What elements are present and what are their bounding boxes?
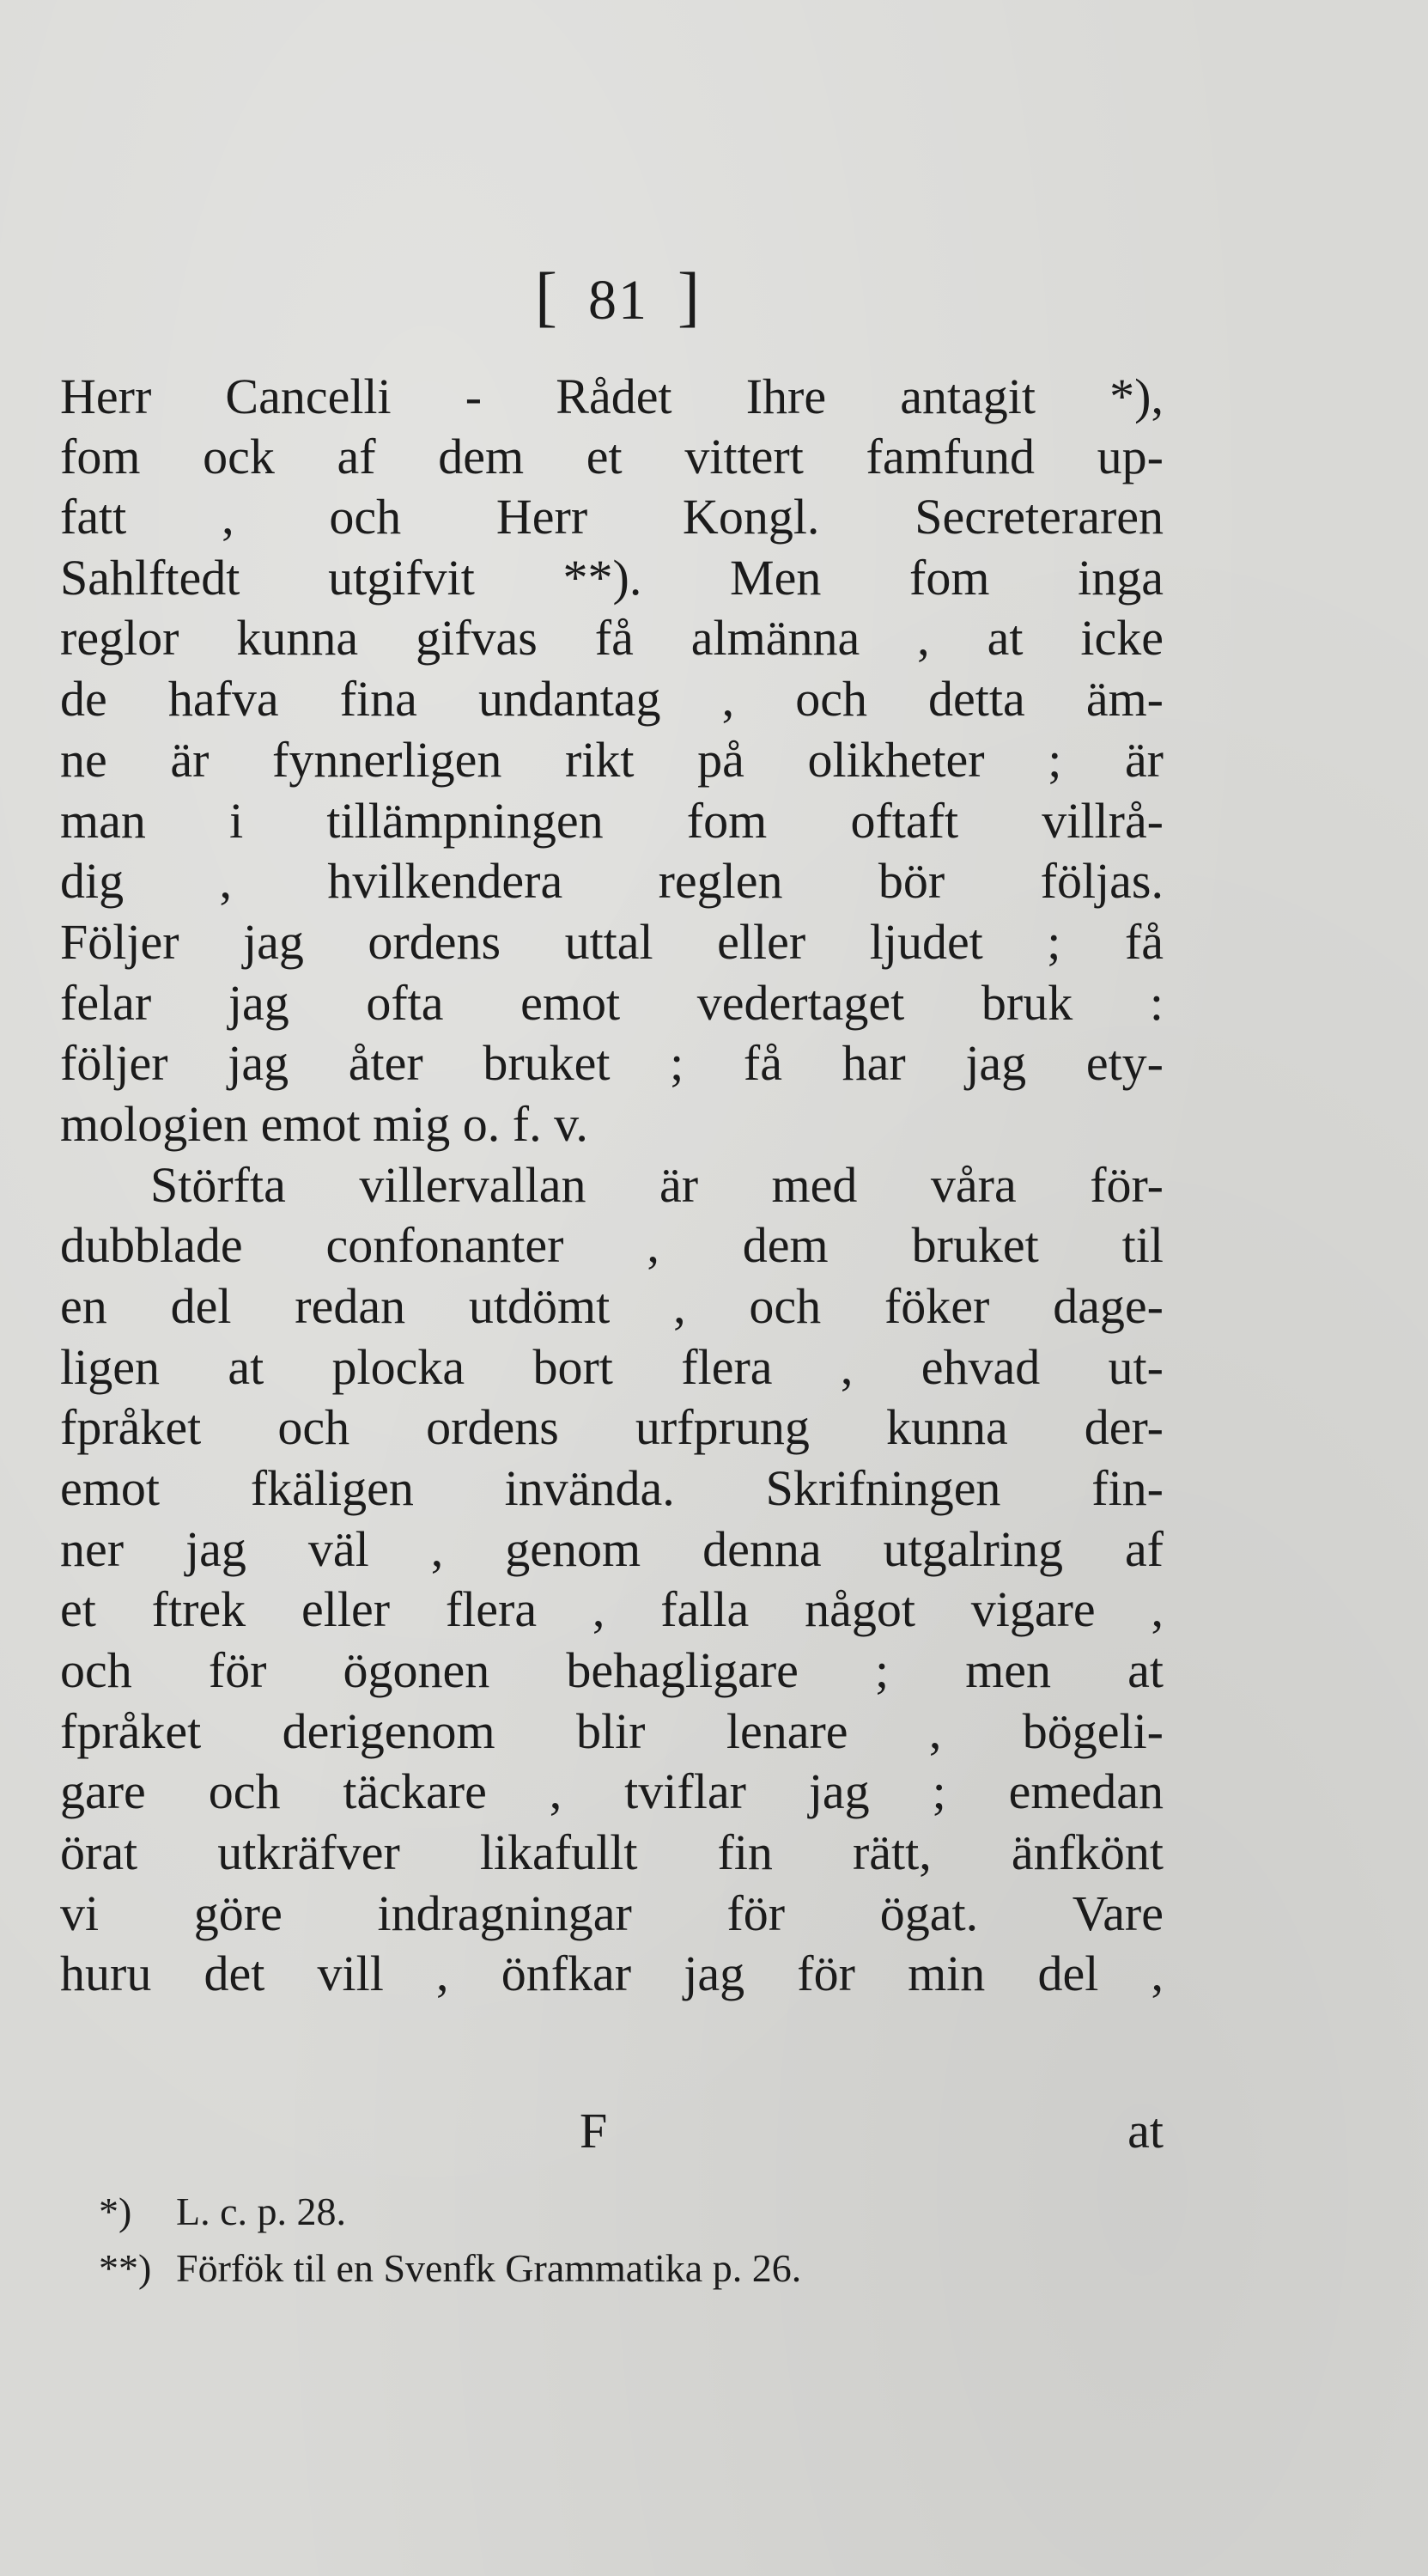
body-line-26: vi göre indragningar för ögat. Vare	[60, 1885, 1164, 1941]
body-line-4: Sahlftedt utgifvit **). Men fom inga	[60, 550, 1164, 606]
page-number-open-bracket: [	[535, 259, 559, 333]
footnote-1-text: L. c. p. 28.	[176, 2189, 347, 2233]
signature-mark: F	[580, 2103, 608, 2159]
body-line-24: gare och täckare , tviflar jag ; emedan	[60, 1763, 1164, 1819]
signature-line	[580, 2100, 1164, 2162]
footnote-1-mark: *)	[99, 2189, 132, 2233]
body-line-22: och för ögonen behagligare ; men at	[60, 1642, 1164, 1698]
body-line-8: man i tillämpningen fom oftaft villrå-	[60, 793, 1164, 849]
body-line-18: fpråket och ordens urfprung kunna der-	[60, 1399, 1164, 1455]
body-line-6: de hafva fina undantag , och detta äm-	[60, 671, 1164, 727]
body-line-17: ligen at plocka bort flera , ehvad ut-	[60, 1339, 1164, 1395]
page-number-header	[481, 249, 756, 344]
page-number: 81	[588, 269, 648, 332]
page-number-close-bracket: ]	[678, 259, 702, 333]
body-line-25: örat utkräfver likafullt fin rätt, änfkönt	[60, 1824, 1164, 1880]
footnote-2-mark: **)	[99, 2246, 152, 2290]
body-line-23: fpråket derigenom blir lenare , bögeli-	[60, 1703, 1164, 1759]
body-line-11: felar jag ofta emot vedertaget bruk :	[60, 975, 1164, 1031]
body-line-2: fom ock af dem et vittert famfund up-	[60, 429, 1164, 484]
body-line-15: dubblade confonanter , dem bruket til	[60, 1217, 1164, 1273]
body-line-1: Herr Cancelli - Rådet Ihre antagit *),	[60, 368, 1164, 424]
body-line-16: en del redan utdömt , och föker dage-	[60, 1278, 1164, 1334]
body-line-21: et ftrek eller flera , falla något vigare ,	[60, 1581, 1164, 1637]
body-line-19: emot fkäligen invända. Skrifningen fin-	[60, 1460, 1164, 1516]
body-line-14: Störfta villervallan är med våra för-	[150, 1157, 1164, 1213]
footnote-1	[99, 2186, 346, 2238]
footnote-2	[99, 2243, 801, 2294]
body-line-20: ner jag väl , genom denna utgalring af	[60, 1521, 1164, 1577]
body-line-12: följer jag åter bruket ; få har jag ety-	[60, 1035, 1164, 1091]
footnote-2-text: Förfök til en Svenfk Grammatika p. 26.	[176, 2246, 802, 2290]
body-line-7: ne är fynnerligen rikt på olikheter ; är	[60, 732, 1164, 788]
body-line-3: fatt , och Herr Kongl. Secreteraren	[60, 489, 1164, 545]
body-line-10: Följer jag ordens uttal eller ljudet ; få	[60, 914, 1164, 970]
body-line-5: reglor kunna gifvas få almänna , at icke	[60, 610, 1164, 666]
body-line-9: dig , hvilkendera reglen bör följas.	[60, 853, 1164, 909]
catchword: at	[1127, 2103, 1164, 2159]
body-line-27: huru det vill , önfkar jag för min del ,	[60, 1946, 1164, 2001]
body-line-13: mologien emot mig o. f. v.	[60, 1096, 588, 1152]
